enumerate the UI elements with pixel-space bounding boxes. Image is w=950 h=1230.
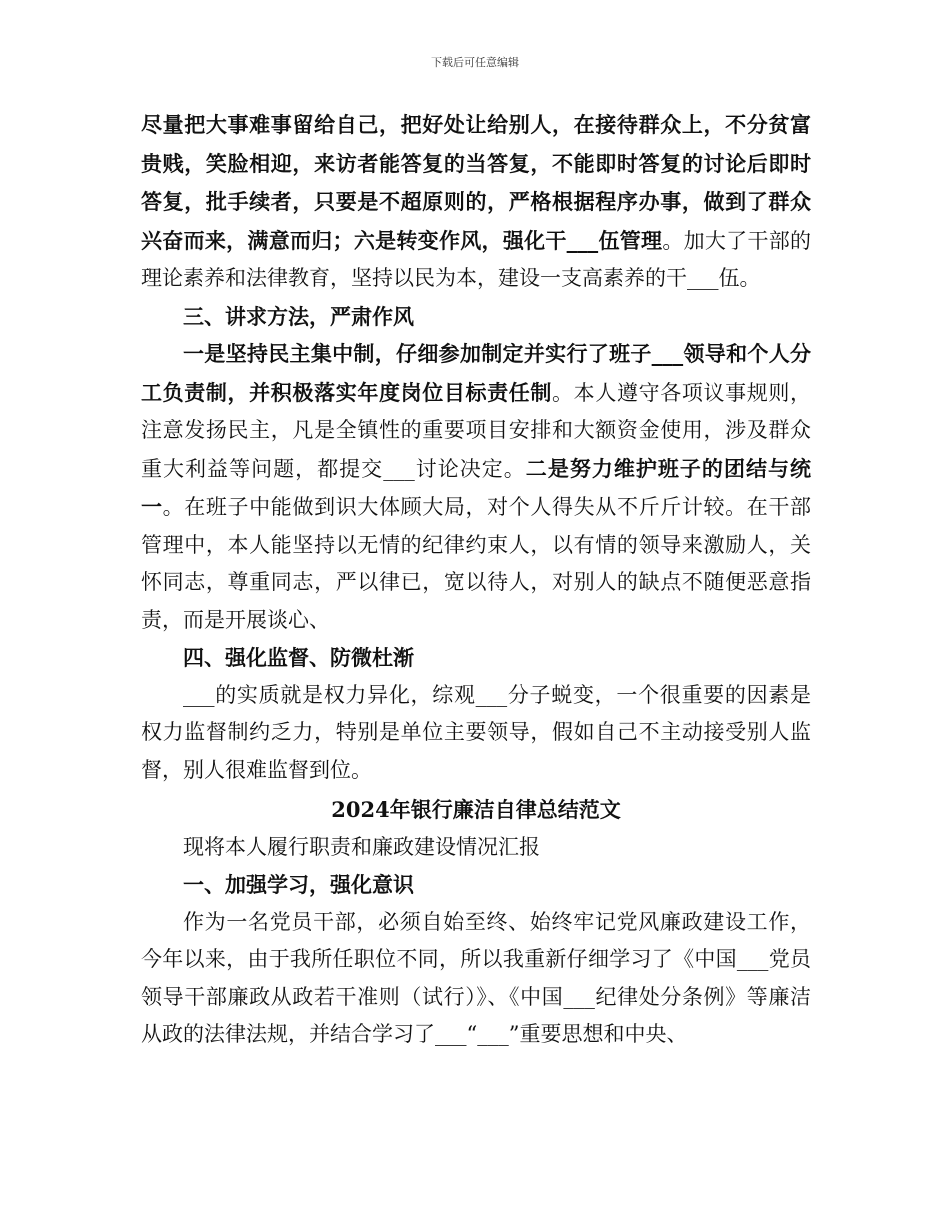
section-heading-4: 四、强化监督、防微杜渐	[183, 645, 414, 670]
paragraph-2-bold-1: 一是坚持民主集中制，仔细参加制定并实行了班子___领导和个人分工负责制，并积极落实年度岗位目标责任制	[141, 341, 811, 405]
paragraph-2-text-1: 。本人遵守各项议事规则，注意发扬民主，凡是全镇性的重要项目安排和大额资金使用，涉及群众重大利益等问题，都提交___讨论决定。	[141, 380, 812, 481]
intro-paragraph: 现将本人履行职责和廉政建设情况汇报	[183, 834, 540, 859]
document-body	[141, 106, 811, 1054]
paragraph-3: ___的实质就是权力异化，综观___分子蜕变，一个很重要的因素是权力监督制约乏力，特别是单位主要领导，假如自己不主动接受别人监督，别人很难监督到位。	[141, 682, 811, 782]
page-header: 下载后可任意编辑	[431, 56, 519, 69]
paragraph-1	[141, 106, 811, 298]
paragraph-2-text-2: 。在班子中能做到识大体顾大局，对个人得失从不斤斤计较。在干部管理中，本人能坚持以无情的纪律约束人，以有情的领导来激励人，关怀同志，尊重同志，严以律已，宽以待人，对别人的缺点不随便恶意指责，而是开展谈心、	[141, 495, 812, 632]
section-heading-3: 三、讲求方法，严肃作风	[183, 303, 414, 329]
section-heading-1: 一、加强学习，强化意识	[183, 872, 414, 897]
paragraph-1-bold: 尽量把大事难事留给自己，把好处让给别人，在接待群众上，不分贫富贵贱，笑脸相迎，来访者能答复的当答复，不能即时答复的讨论后即时答复，批手续者，只要是不超原则的，严格根据程序办事，做到了群众兴奋而来，满意而归；六是转变作风，强化干___伍管理	[141, 112, 811, 253]
paragraph-2	[141, 335, 811, 639]
paragraph-2-bold-2: 二是努力维护班子的团结与统一	[141, 455, 812, 519]
paragraph-4: 作为一名党员干部，必须自始至终、始终牢记党风廉政建设工作，今年以来，由于我所任职位不同，所以我重新仔细学习了《中国___党员领导干部廉政从政若干准则（试行）》、《中国___纪律处分条例》等廉洁从政的法律法规，并结合学习了___“___”重要思想和中央、	[141, 909, 811, 1046]
paragraph-1-text: 。加大了干部的理论素养和法律教育，坚持以民为本，建设一支高素养的干___伍。	[141, 228, 812, 290]
document-title: 2024年银行廉洁自律总结范文	[331, 797, 621, 822]
